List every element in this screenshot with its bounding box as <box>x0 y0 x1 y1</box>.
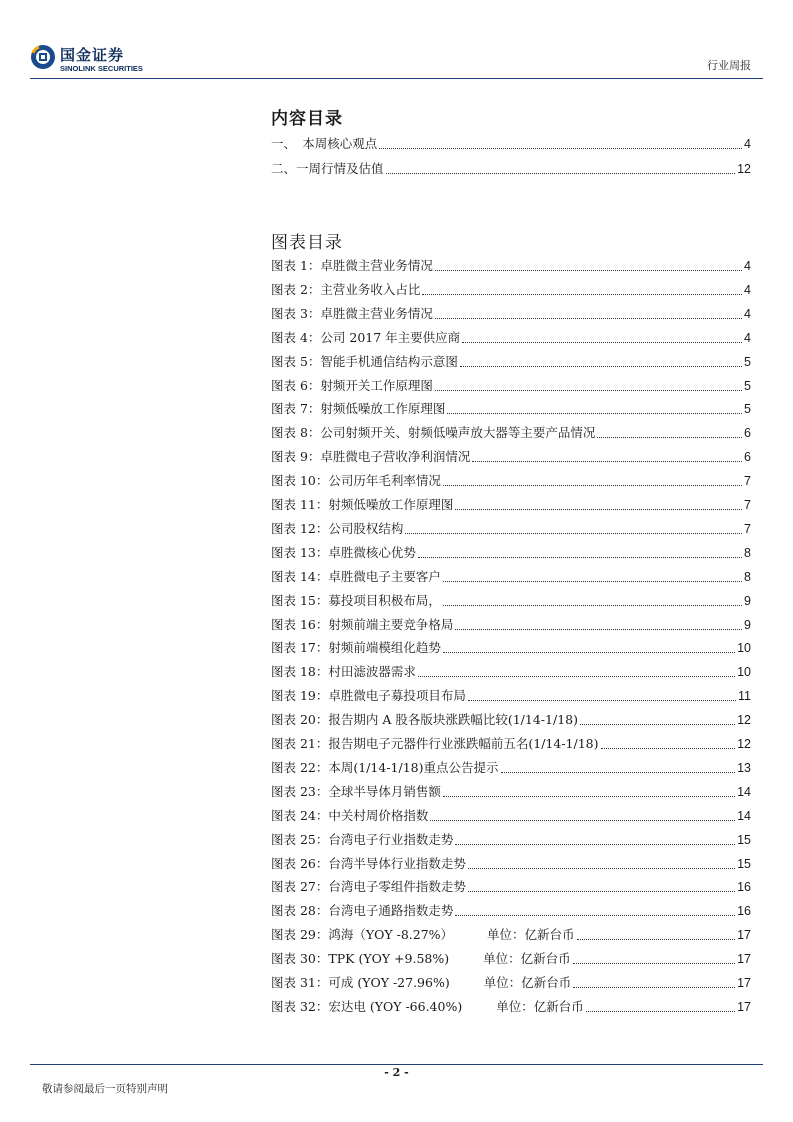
figure-entry-page: 16 <box>737 880 751 895</box>
dot-leader <box>468 700 736 701</box>
figure-entry-label: 图表 16：射频前端主要竞争格局 <box>271 616 454 632</box>
figure-entry-page: 7 <box>744 521 751 536</box>
figure-entry-label: 图表 24：中关村周价格指数 <box>271 807 429 823</box>
figure-entry-page: 15 <box>737 856 751 871</box>
dot-leader <box>443 605 742 606</box>
figure-entry-label: 图表 13：卓胜微核心优势 <box>271 544 416 560</box>
figure-entry-page: 5 <box>744 378 751 393</box>
figure-entry-label: 图表 27：台湾电子零组件指数走势 <box>271 879 466 895</box>
figure-entry[interactable] <box>271 807 751 825</box>
figure-entry-label: 图表 14：卓胜微电子主要客户 <box>271 568 441 584</box>
figure-entry[interactable] <box>271 831 751 849</box>
dot-leader <box>443 581 742 582</box>
figure-entry[interactable] <box>271 878 751 896</box>
dot-leader <box>501 772 736 773</box>
dot-leader <box>573 987 735 988</box>
figure-entry-page: 16 <box>737 904 751 919</box>
figure-entry-page: 17 <box>737 952 751 967</box>
toc-title: 内容目录 <box>271 109 343 129</box>
header-divider <box>30 78 763 79</box>
dot-leader <box>435 270 742 271</box>
page-header <box>0 0 793 80</box>
dot-leader <box>472 461 742 462</box>
figure-entry[interactable] <box>271 902 751 920</box>
figure-entry-page: 17 <box>737 999 751 1014</box>
toc-entry[interactable] <box>271 160 751 178</box>
toc-entry-page: 12 <box>737 162 751 176</box>
figure-entry[interactable] <box>271 353 751 371</box>
figure-entry-label: 图表 15：募投项目积极布局， <box>271 592 441 608</box>
figure-entry-unit: 单位：亿新台币 <box>496 998 584 1014</box>
figure-entry-label: 图表 20：报告期内 A 股各版块涨跌幅比较(1/14-1/18) <box>271 712 578 728</box>
figure-entry-label: 图表 22：本周(1/14-1/18)重点公告提示 <box>271 759 499 775</box>
figure-entry-label: 图表 29：鸿海（YOY -8.27%） <box>271 927 454 943</box>
page-number: - 2 - <box>384 1066 409 1079</box>
toc-entry-label: 二、一周行情及估值 <box>271 161 384 176</box>
figure-entry[interactable] <box>271 472 751 490</box>
logo-chinese-name: 国金证券 <box>60 46 125 64</box>
dot-leader <box>379 148 742 149</box>
figure-entry-unit: 单位：亿新台币 <box>483 975 572 990</box>
figure-entry-page: 17 <box>737 928 751 943</box>
figure-entry[interactable] <box>271 639 751 657</box>
report-type: 行业周报 <box>707 59 751 72</box>
figure-entry-page: 7 <box>744 474 751 489</box>
dot-leader <box>435 318 742 319</box>
dot-leader <box>455 629 742 630</box>
dot-leader <box>468 868 735 869</box>
figure-entry[interactable] <box>271 329 751 347</box>
figure-entry-label: 图表 17：射频前端模组化趋势 <box>271 640 441 656</box>
figure-entry-label: 图表 9：卓胜微电子营收净利润情况 <box>271 449 471 465</box>
figure-entry-page: 10 <box>737 665 751 680</box>
figure-entry-page: 9 <box>744 617 751 632</box>
dot-leader <box>601 748 736 749</box>
figure-entry-unit: 单位：亿新台币 <box>487 927 575 943</box>
dot-leader <box>430 820 735 821</box>
figure-entry-label: 图表 10：公司历年毛利率情况 <box>271 473 441 489</box>
dot-leader <box>455 844 735 845</box>
figure-entry-page: 11 <box>738 689 751 704</box>
figure-entry-page: 14 <box>737 784 751 799</box>
figure-entry-label: 图表 4：公司 2017 年主要供应商 <box>271 329 461 345</box>
figure-entry-label: 图表 12：公司股权结构 <box>271 520 404 536</box>
figure-entry[interactable] <box>271 424 751 442</box>
figure-entry-label: 图表 32：宏达电 (YOY -66.40%) <box>271 998 463 1014</box>
figure-entry[interactable] <box>271 281 751 299</box>
figure-entry-label: 图表 26：台湾半导体行业指数走势 <box>271 855 466 871</box>
dot-leader <box>418 557 742 558</box>
figure-entry-label: 图表 5：智能手机通信结构示意图 <box>271 353 458 369</box>
dot-leader <box>447 413 742 414</box>
figure-entry-page: 12 <box>737 713 751 728</box>
dot-leader <box>586 1011 735 1012</box>
figure-entry[interactable] <box>271 687 751 705</box>
figure-entry-label: 图表 19：卓胜微电子募投项目布局 <box>271 688 466 704</box>
figure-entry-label: 图表 11：射频低噪放工作原理图 <box>271 497 454 512</box>
figure-entry[interactable] <box>271 855 751 873</box>
figure-entry[interactable] <box>271 592 751 610</box>
dot-leader <box>435 390 742 391</box>
figure-entry[interactable] <box>271 783 751 801</box>
figure-entry-page: 9 <box>744 593 751 608</box>
company-logo <box>30 44 150 76</box>
figure-entry[interactable] <box>271 926 751 944</box>
figure-entry-page: 8 <box>744 545 751 560</box>
figure-entry-label: 图表 30：TPK (YOY +9.58%) <box>271 951 450 967</box>
figure-entry-page: 4 <box>744 282 751 297</box>
toc-entry[interactable] <box>271 135 751 153</box>
figure-entry[interactable] <box>271 759 751 777</box>
toc-entry-page: 4 <box>744 137 751 151</box>
figure-entry-label: 图表 23：全球半导体月销售额 <box>271 783 441 799</box>
figure-entry[interactable] <box>271 663 751 681</box>
figure-entry-label: 图表 6：射频开关工作原理图 <box>271 377 433 393</box>
figure-entry-page: 6 <box>744 450 751 465</box>
figure-entry-page: 17 <box>737 976 751 990</box>
figure-entry[interactable] <box>271 520 751 538</box>
dot-leader <box>422 294 742 295</box>
figure-entry-label: 图表 31：可成 (YOY -27.96%) <box>271 975 450 990</box>
figure-entry-label: 图表 2：主营业务收入占比 <box>271 281 421 297</box>
figure-entry-page: 4 <box>744 259 751 273</box>
dot-leader <box>577 939 736 940</box>
logo-english-name: SINOLINK SECURITIES <box>60 64 143 73</box>
dot-leader <box>443 485 742 486</box>
figure-entry[interactable] <box>271 305 751 323</box>
figure-entry-label: 图表 25：台湾电子行业指数走势 <box>271 831 454 847</box>
dot-leader <box>462 342 742 343</box>
figure-entry-page: 15 <box>737 832 751 847</box>
dot-leader <box>418 676 735 677</box>
figure-entry-page: 12 <box>737 737 751 751</box>
figure-entry-label: 图表 7：射频低噪放工作原理图 <box>271 401 446 417</box>
figure-entry-page: 10 <box>737 641 751 656</box>
figure-entry[interactable] <box>271 735 751 753</box>
dot-leader <box>573 963 735 964</box>
figure-entry-label: 图表 3：卓胜微主营业务情况 <box>271 305 433 321</box>
figure-entry-page: 7 <box>744 498 751 512</box>
logo-mark-icon <box>30 44 56 70</box>
figure-entry[interactable] <box>271 544 751 562</box>
figure-entry[interactable] <box>271 974 751 992</box>
figure-entry-page: 5 <box>744 402 751 417</box>
footer-disclaimer[interactable]: 敬请参阅最后一页特别声明 <box>42 1083 168 1095</box>
dot-leader <box>580 724 735 725</box>
dot-leader <box>405 533 742 534</box>
figure-entry-page: 5 <box>744 354 751 369</box>
figure-entry-page: 14 <box>737 808 751 823</box>
figure-entry[interactable] <box>271 496 751 514</box>
footer-divider <box>30 1064 763 1065</box>
figure-entry[interactable] <box>271 448 751 466</box>
figure-entry[interactable] <box>271 616 751 634</box>
figure-entry[interactable] <box>271 711 751 729</box>
figure-entry-page: 13 <box>737 760 751 775</box>
figure-entry-page: 4 <box>744 330 751 345</box>
figure-entry-label: 图表 28：台湾电子通路指数走势 <box>271 903 454 919</box>
figure-entry[interactable] <box>271 257 751 275</box>
figure-entry-page: 8 <box>744 569 751 584</box>
dot-leader <box>455 509 742 510</box>
dot-leader <box>460 366 742 367</box>
dot-leader <box>386 173 736 174</box>
figure-entry-unit: 单位：亿新台币 <box>483 951 571 967</box>
dot-leader <box>597 437 742 438</box>
dot-leader <box>443 796 735 797</box>
figure-entry-label: 图表 1：卓胜微主营业务情况 <box>271 258 433 273</box>
figure-entry-page: 4 <box>744 306 751 321</box>
figure-entry[interactable] <box>271 998 751 1016</box>
figure-entry[interactable] <box>271 377 751 395</box>
figure-entry-label: 图表 18：村田滤波器需求 <box>271 664 416 680</box>
dot-leader <box>455 915 735 916</box>
dot-leader <box>468 891 735 892</box>
toc-entry-label: 一、 本周核心观点 <box>271 136 378 151</box>
figure-entry-page: 6 <box>744 426 751 441</box>
figure-entry[interactable] <box>271 568 751 586</box>
figure-entry[interactable] <box>271 950 751 968</box>
dot-leader <box>443 652 735 653</box>
figure-entry-label: 图表 8：公司射频开关、射频低噪声放大器等主要产品情况 <box>271 425 596 441</box>
figure-entry[interactable] <box>271 400 751 418</box>
figure-entry-label: 图表 21：报告期电子元器件行业涨跌幅前五名(1/14-1/18) <box>271 736 599 751</box>
figures-title: 图表目录 <box>271 233 343 253</box>
